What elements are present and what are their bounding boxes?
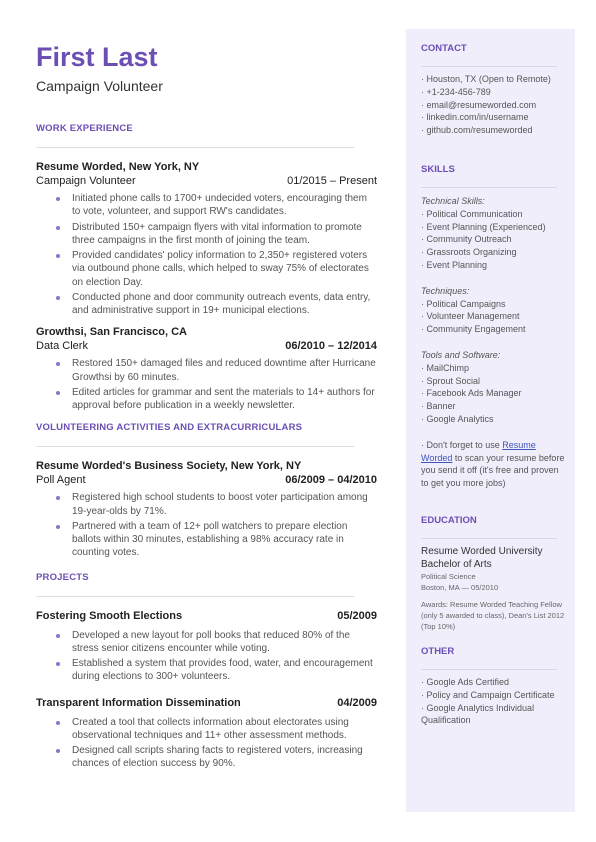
job-dates: 06/2009 – 04/2010 (285, 474, 377, 487)
section-divider (36, 446, 354, 447)
project-entry (36, 609, 378, 684)
section-title-education: EDUCATION (421, 514, 477, 526)
bullet-item: Designed call scripts sharing facts to registered voters, increasing chances of election success by 90%. (36, 744, 378, 770)
other-list (421, 676, 566, 727)
skill-item: · Event Planning (Experienced) (421, 221, 546, 232)
sidebar-panel (406, 29, 575, 812)
skills-tools-label: Tools and Software: (421, 349, 501, 360)
section-title-work: WORK EXPERIENCE (36, 123, 133, 134)
skills-techniques-label: Techniques: (421, 285, 470, 296)
skill-item: · Facebook Ads Manager (421, 388, 522, 399)
section-divider (421, 187, 557, 188)
contact-phone: · +1-234-456-789 (421, 86, 491, 97)
section-divider (421, 66, 557, 67)
section-divider (36, 147, 354, 148)
skill-item: · Google Analytics (421, 413, 494, 424)
project-bullets (36, 716, 378, 771)
projects-section (36, 572, 378, 771)
resume-tip (421, 439, 566, 490)
skill-item: · Volunteer Management (421, 311, 520, 322)
project-date: 05/2009 (337, 609, 377, 622)
volunteering-section (36, 422, 378, 559)
bullet-item: Developed a new layout for poll books that reduced 80% of the stress senior citizens encounter while voting. (36, 629, 378, 655)
main-column (36, 42, 378, 773)
job-bullets (36, 192, 378, 317)
section-divider (421, 538, 557, 539)
education-degree: Bachelor of Arts (421, 558, 492, 570)
section-title-volunteering: VOLUNTEERING ACTIVITIES AND EXTRACURRICULARS (36, 422, 303, 434)
skill-item: · MailChimp (421, 362, 470, 373)
tip-prefix: · Don't forget to use (421, 439, 503, 450)
section-title-skills: SKILLS (421, 163, 455, 175)
job-entry (36, 325, 378, 412)
bullet-item: Distributed 150+ campaign flyers with vital information to promote three campaigns in the first month of joining the team. (36, 221, 378, 247)
job-entry (36, 160, 378, 317)
contact-linkedin[interactable]: · linkedin.com/in/username (421, 112, 529, 123)
job-company: Growthsi, San Francisco, CA (36, 326, 187, 339)
education-major: Political Science (421, 571, 476, 581)
job-bullets (36, 491, 378, 559)
work-experience-section (36, 123, 378, 412)
section-title-projects: PROJECTS (36, 571, 89, 583)
contact-list (421, 73, 566, 137)
project-bullets (36, 629, 378, 684)
job-company: Resume Worded's Business Society, New York, NY (36, 460, 302, 473)
skill-item: · Community Engagement (421, 324, 526, 335)
candidate-title: Campaign Volunteer (36, 78, 163, 94)
skill-item: · Political Campaigns (421, 298, 506, 309)
skill-item: · Banner (421, 401, 456, 412)
bullet-item: Restored 150+ damaged files and reduced downtime after Hurricane Growthsi by 60 minutes. (36, 357, 378, 383)
project-entry (36, 696, 378, 771)
skill-item: · Event Planning (421, 259, 488, 270)
project-name: Fostering Smooth Elections (36, 609, 183, 622)
project-date: 04/2009 (337, 696, 377, 709)
skill-item: · Community Outreach (421, 234, 512, 245)
education-school: Resume Worded University (421, 545, 543, 557)
job-company: Resume Worded, New York, NY (36, 161, 200, 173)
skills-technical-label: Technical Skills: (421, 195, 485, 206)
skills-section (421, 164, 566, 490)
resume-worded-link[interactable]: Resume Worded (421, 439, 536, 463)
job-dates: 06/2010 – 12/2014 (285, 340, 377, 353)
education-awards: Awards: Resume Worded Teaching Fellow (only 5 awarded to class), Dean's List 2012 (Top 10%) (421, 599, 565, 631)
section-divider (421, 669, 557, 670)
contact-github[interactable]: · github.com/resumeworded (421, 125, 533, 136)
project-name: Transparent Information Dissemination (36, 696, 241, 709)
bullet-item: Edited articles for grammar and sent the materials to 14+ authors for approval before publication in a weekly newsletter. (36, 386, 378, 412)
section-title-contact: CONTACT (421, 43, 467, 54)
skill-item: · Grassroots Organizing (421, 247, 517, 258)
bullet-item: Registered high school students to boost voter participation among 19-year-olds by 71%. (36, 491, 378, 517)
skill-item: · Political Communication (421, 208, 523, 219)
bullet-item: Conducted phone and door community outreach events, data entry, and administrative support in 19+ municipal elections. (36, 291, 378, 317)
skills-techniques-list (421, 298, 566, 336)
job-bullets (36, 357, 378, 412)
section-divider (36, 596, 354, 597)
other-section (421, 646, 566, 727)
contact-email[interactable]: · email@resumeworded.com (421, 99, 537, 110)
bullet-item: Created a tool that collects information about electorates using observational techniques and 11+ other assessment methods. (36, 716, 378, 742)
candidate-name: First Last (36, 42, 158, 72)
bullet-item: Initiated phone calls to 1700+ undecided voters, encouraging them to vote, volunteer, and support RW's candidates. (36, 192, 378, 218)
skills-technical-list (421, 208, 566, 272)
section-title-other: OTHER (421, 645, 455, 657)
job-title: Data Clerk (36, 340, 88, 353)
contact-location: · Houston, TX (Open to Remote) (421, 74, 551, 84)
education-location-date: Boston, MA — 05/2010 (421, 582, 499, 592)
job-title: Poll Agent (36, 474, 86, 487)
bullet-item: Provided candidates' policy information to 2,350+ registered voters via outbound phone calls, which helped to sway 75% of electorates on election Day. (36, 249, 378, 289)
education-section (421, 515, 566, 632)
contact-section (421, 43, 566, 137)
tip-suffix: to scan your resume before you send it off (it's free and proven to get you more jobs) (421, 452, 565, 489)
job-title: Campaign Volunteer (36, 175, 136, 187)
other-item: · Google Analytics Individual Qualification (421, 702, 535, 726)
skill-item: · Sprout Social (421, 375, 481, 386)
job-dates: 01/2015 – Present (287, 175, 377, 187)
skills-tools-list (421, 362, 566, 426)
other-item: · Google Ads Certified (421, 676, 510, 687)
bullet-item: Established a system that provides food, water, and encouragement during elections to 300+ volunteers. (36, 657, 378, 683)
other-item: · Policy and Campaign Certificate (421, 689, 555, 700)
job-entry (36, 459, 378, 559)
bullet-item: Partnered with a team of 12+ poll watchers to prepare election ballots within 30 minutes, establishing a 98% accuracy rate in counting votes. (36, 520, 378, 560)
